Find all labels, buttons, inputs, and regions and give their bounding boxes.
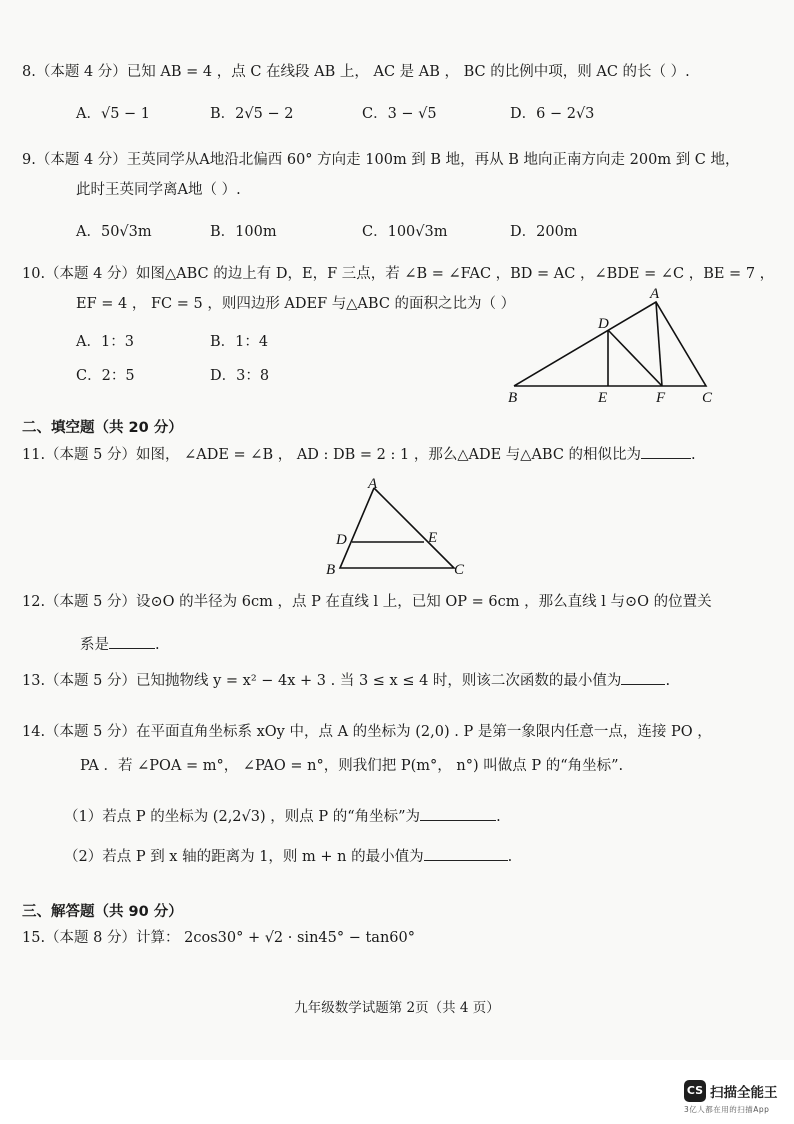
q10-label-e: E (598, 390, 608, 406)
q8-option-d: D．6 − 2√3 (510, 106, 595, 122)
q11-label-c: C (454, 562, 465, 578)
q14-part1-blank (420, 806, 496, 821)
q11-triangle-abc (340, 488, 454, 568)
q10-option-d: D．3：8 (210, 368, 270, 384)
q10-label-f: F (656, 390, 666, 406)
q11-label-d: D (336, 532, 347, 548)
q12-end: . (155, 637, 160, 653)
q11-end: . (691, 447, 696, 463)
q14-stem-line1: 14.（本题 5 分）在平面直角坐标系 xOy 中，点 A 的坐标为 (2,0) . P 是第一象限内任意一点，连接 PO ， (22, 724, 712, 740)
q14-part1: （1）若点 P 的坐标为 (2,2√3) ，则点 P 的“角坐标”为 (64, 809, 421, 825)
q13-stem-row (22, 670, 670, 691)
q12-stem-row2 (80, 634, 160, 655)
q9-stem-line2: 此时王英同学离A地（ ）. (76, 182, 241, 198)
q10-option-a: A．1：3 (76, 334, 134, 350)
q9-stem-line1: 9.（本题 4 分）王英同学从A地沿北偏西 60° 方向走 100m 到 B 地，再从 B 地向正南方向走 200m 到 C 地， (22, 152, 740, 168)
q10-segment-df (608, 330, 662, 386)
cs-logo-icon: CS (684, 1080, 706, 1102)
q11-answer-blank (641, 444, 691, 459)
q13-stem: 13.（本题 5 分）已知抛物线 y = x² − 4x + 3 . 当 3 ≤ x ≤ 4 时，则该二次函数的最小值为 (22, 673, 622, 689)
q11-stem: 11.（本题 5 分）如图， ∠ADE = ∠B ， AD : DB = 2 : 1 ，那么△ADE 与△ABC 的相似比为 (22, 447, 642, 463)
q12-stem-line2: 系是 (80, 637, 109, 653)
q10-segment-af (656, 302, 662, 386)
q10-stem-line2: EF = 4 ， FC = 5 ，则四边形 ADEF 与△ABC 的面积之比为（ ） (76, 296, 516, 312)
q8-stem: 8.（本题 4 分）已知 AB = 4 ，点 C 在线段 AB 上， AC 是 AB ， BC 的比例中项，则 AC 的长（ ）. (22, 64, 690, 80)
q10-triangle-abc (514, 302, 706, 386)
q11-label-b: B (326, 562, 336, 578)
q9-option-c: C．100√3m (362, 224, 448, 240)
q8-option-a: A．√5 − 1 (76, 106, 151, 122)
q14-part2: （2）若点 P 到 x 轴的距离为 1，则 m + n 的最小值为 (64, 849, 424, 865)
q11-label-a: A (368, 476, 378, 492)
q13-answer-blank (621, 670, 665, 685)
q14-part1-end: . (496, 809, 501, 825)
q14-part2-end: . (507, 849, 513, 865)
cs-app-name: 扫描全能王 (710, 1085, 778, 1101)
q10-option-b: B．1：4 (210, 334, 269, 350)
q10-label-b: B (508, 390, 518, 406)
section3-title: 三、解答题（共 90 分） (22, 904, 183, 920)
q10-label-c: C (702, 390, 713, 406)
section2-title: 二、填空题（共 20 分） (22, 420, 183, 436)
q11-stem-row (22, 444, 696, 465)
q10-label-a: A (650, 286, 660, 302)
q8-option-c: C．3 − √5 (362, 106, 437, 122)
q12-stem-line1: 12.（本题 5 分）设⊙O 的半径为 6cm ，点 P 在直线 l 上，已知 OP = 6cm ，那么直线 l 与⊙O 的位置关 (22, 594, 712, 610)
q14-stem-line2: PA ．若 ∠POA = m°， ∠PAO = n°，则我们把 P(m°， n°) 叫做点 P 的“角坐标”. (80, 758, 624, 774)
q10-option-c: C．2：5 (76, 368, 135, 384)
q14-part2-blank (424, 846, 508, 861)
q10-stem-line1: 10.（本题 4 分）如图△ABC 的边上有 D，E，F 三点，若 ∠B = ∠FAC ，BD = AC ，∠BDE = ∠C ，BE = 7 ， (22, 266, 775, 282)
q15-stem: 15.（本题 8 分）计算： 2cos30° + √2 · sin45° − tan60° (22, 930, 415, 946)
scanner-watermark (684, 1080, 784, 1114)
q11-triangle-figure (318, 474, 474, 580)
cs-tagline: 3亿人都在用的扫描App (684, 1105, 770, 1114)
q13-end: . (665, 673, 671, 689)
q14-part1-row (64, 806, 501, 827)
q9-option-d: D．200m (510, 224, 578, 240)
page-footer: 九年级数学试题第 2页（共 4 页） (294, 1000, 500, 1016)
q8-option-b: B．2√5 − 2 (210, 106, 294, 122)
q14-part2-row (64, 846, 512, 867)
q10-label-d: D (598, 316, 609, 332)
q11-label-e: E (428, 530, 438, 546)
q10-triangle-figure (500, 284, 730, 406)
q12-answer-blank (109, 634, 155, 649)
q9-option-b: B．100m (210, 224, 277, 240)
q9-option-a: A．50√3m (76, 224, 152, 240)
